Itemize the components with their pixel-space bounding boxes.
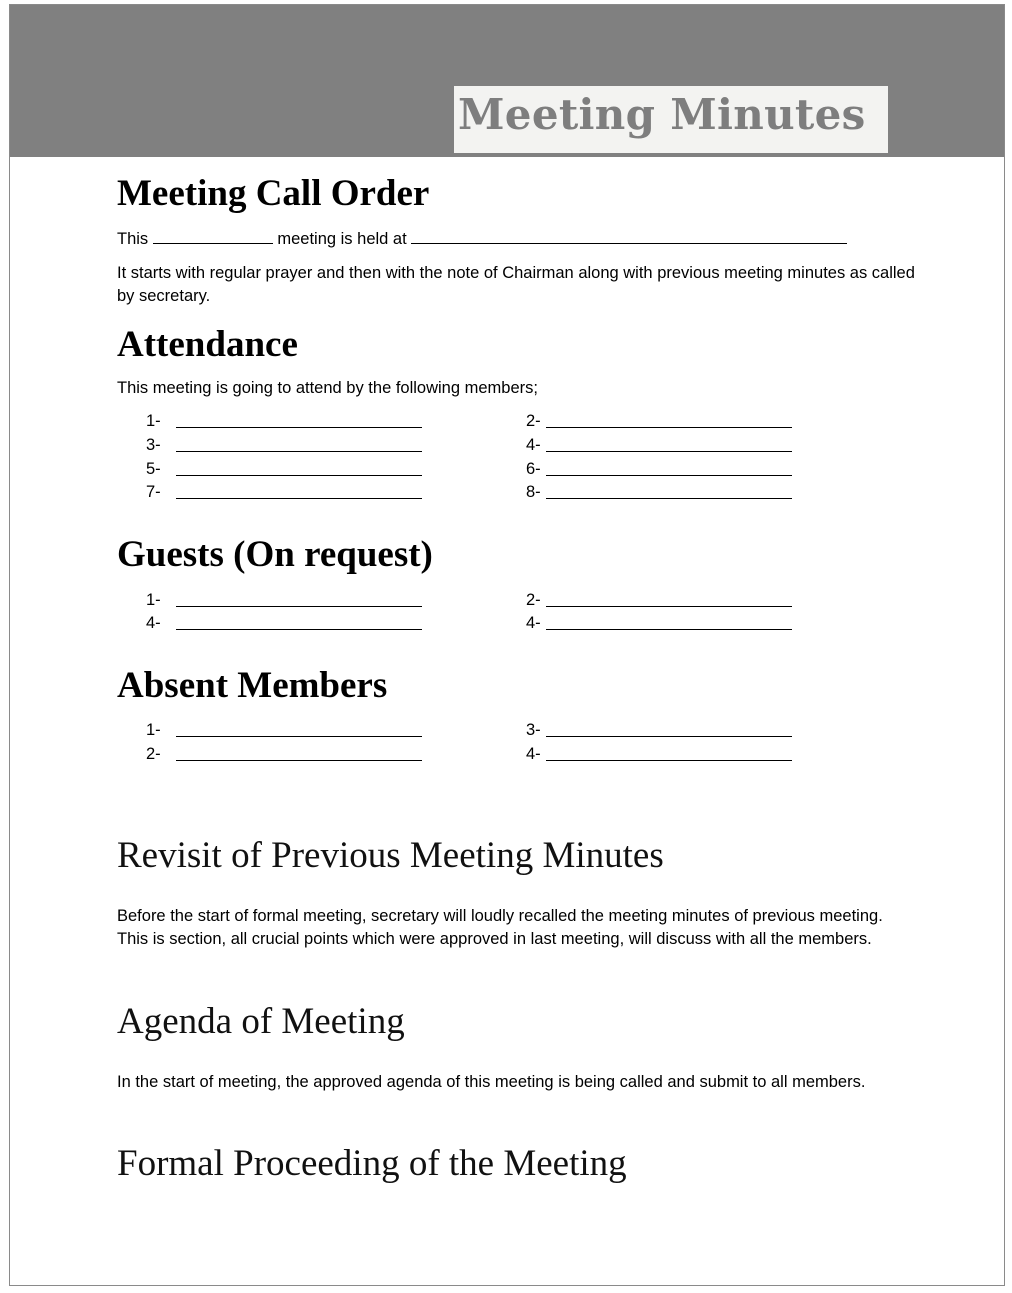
- agenda-paragraph: In the start of meeting, the approved agenda of this meeting is being called and submit to all members.: [117, 1073, 866, 1091]
- attendance-heading: Attendance: [117, 324, 298, 365]
- name-blank[interactable]: [176, 475, 422, 476]
- name-blank[interactable]: [546, 451, 792, 452]
- name-blank[interactable]: [546, 475, 792, 476]
- attendance-intro: This meeting is going to attend by the following members;: [117, 379, 538, 397]
- call-order-paragraph: It starts with regular prayer and then with the note of Chairman along with previous meeting minutes as called by secretary.: [117, 264, 915, 305]
- name-blank[interactable]: [176, 760, 422, 761]
- name-blank[interactable]: [546, 736, 792, 737]
- meeting-type-blank[interactable]: [153, 229, 273, 244]
- name-blank[interactable]: [176, 606, 422, 607]
- name-blank[interactable]: [176, 427, 422, 428]
- revisit-heading: Revisit of Previous Meeting Minutes: [117, 835, 664, 876]
- this-label: This: [117, 230, 149, 248]
- absent-heading: Absent Members: [117, 665, 388, 706]
- revisit-paragraph: Before the start of formal meeting, secretary will loudly recalled the meeting minutes of previous meeting. This is section, all crucial points which were approved in last meeting, will discuss with all the members.: [117, 907, 883, 948]
- document-title: Meeting Minutes: [458, 90, 866, 139]
- held-at-label: meeting is held at: [277, 230, 407, 248]
- guests-heading: Guests (On request): [117, 534, 433, 575]
- title-box: [454, 86, 888, 153]
- call-order-fill-line: [117, 228, 917, 251]
- name-blank[interactable]: [546, 760, 792, 761]
- name-blank[interactable]: [176, 629, 422, 630]
- name-blank[interactable]: [546, 629, 792, 630]
- proceeding-heading: Formal Proceeding of the Meeting: [117, 1143, 627, 1184]
- name-blank[interactable]: [176, 498, 422, 499]
- name-blank[interactable]: [176, 451, 422, 452]
- call-order-heading: Meeting Call Order: [117, 173, 430, 214]
- name-blank[interactable]: [546, 606, 792, 607]
- name-blank[interactable]: [176, 736, 422, 737]
- agenda-heading: Agenda of Meeting: [117, 1001, 405, 1042]
- name-blank[interactable]: [546, 498, 792, 499]
- name-blank[interactable]: [546, 427, 792, 428]
- location-blank[interactable]: [411, 229, 847, 244]
